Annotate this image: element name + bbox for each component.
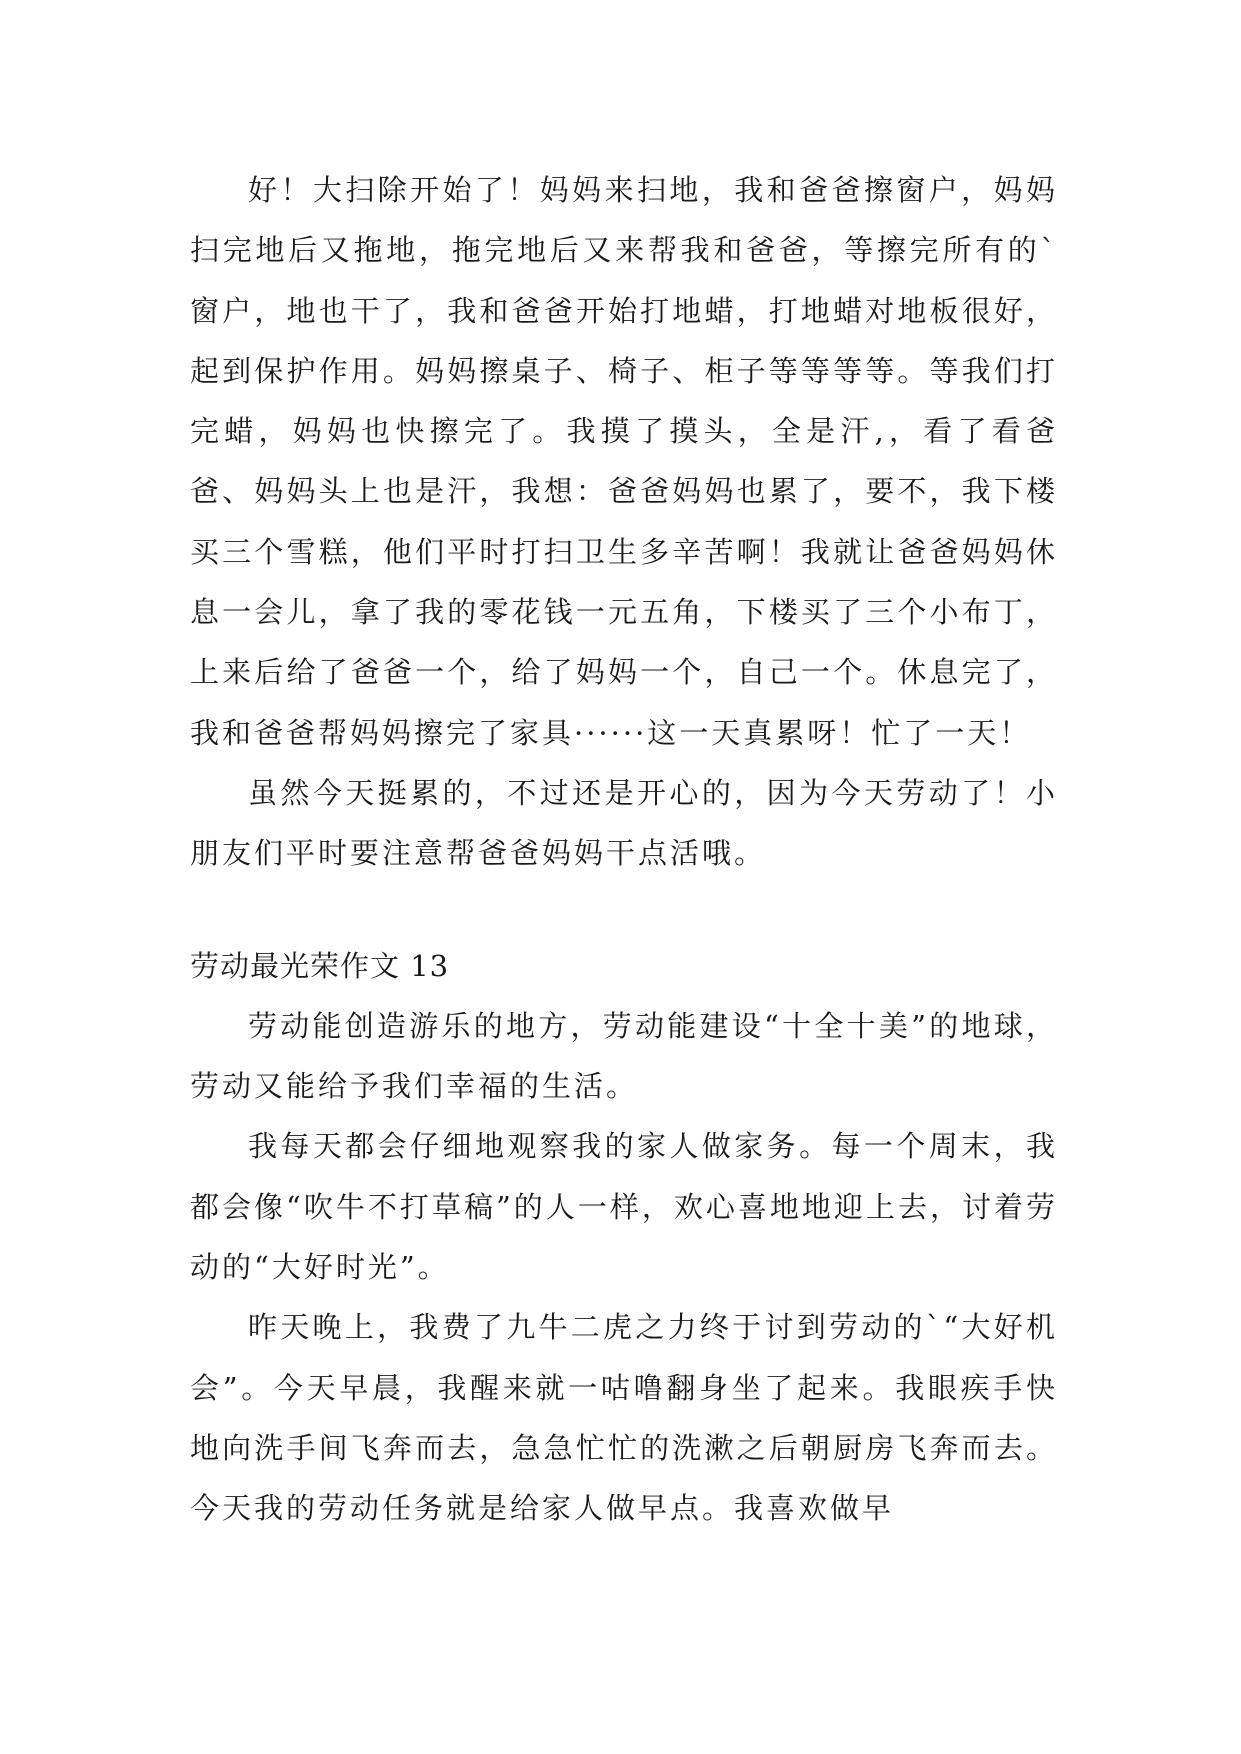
paragraph: 劳动能创造游乐的地方，劳动能建设“十全十美”的地球，劳动又能给予我们幸福的生活。 — [190, 1008, 1058, 1104]
paragraph: 好！大扫除开始了！妈妈来扫地，我和爸爸擦窗户，妈妈扫完地后又拖地，拖完地后又来帮我和爸爸，等擦完所有的`窗户，地也干了，我和爸爸开始打地蜡，打地蜡对地板很好，起到保护作用。妈妈擦桌子、椅子、柜子等等等等。等我们打完蜡，妈妈也快擦完了。我摸了摸头，全是汗,，看了看爸爸、妈妈头上也是汗，我想：爸爸妈妈也累了，要不，我下楼买三个雪糕，他们平时打扫卫生多辛苦啊！我就让爸爸妈妈休息一会儿，拿了我的零花钱一元五角，下楼买了三个小布丁，上来后给了爸爸一个，给了妈妈一个，自己一个。休息完了，我和爸爸帮妈妈擦完了家具······这一天真累呀！忙了一天！ — [190, 173, 1058, 750]
paragraph: 虽然今天挺累的，不过还是开心的，因为今天劳动了！小朋友们平时要注意帮爸爸妈妈干点活哦。 — [190, 775, 1058, 871]
paragraph: 昨天晚上，我费了九牛二虎之力终于讨到劳动的`“大好机会”。今天早晨，我醒来就一咕噜翻身坐了起来。我眼疾手快地向洗手间飞奔而去，急急忙忙的洗漱之后朝厨房飞奔而去。今天我的劳动任务就是给家人做早点。我喜欢做早 — [190, 1310, 1058, 1526]
document-page — [190, 160, 1058, 1539]
paragraph: 我每天都会仔细地观察我的家人做家务。每一个周末，我都会像“吹牛不打草稿”的人一样，欢心喜地地迎上去，讨着劳动的“大好时光”。 — [190, 1129, 1058, 1285]
section-title: 劳动最光荣作文 13 — [190, 948, 450, 983]
